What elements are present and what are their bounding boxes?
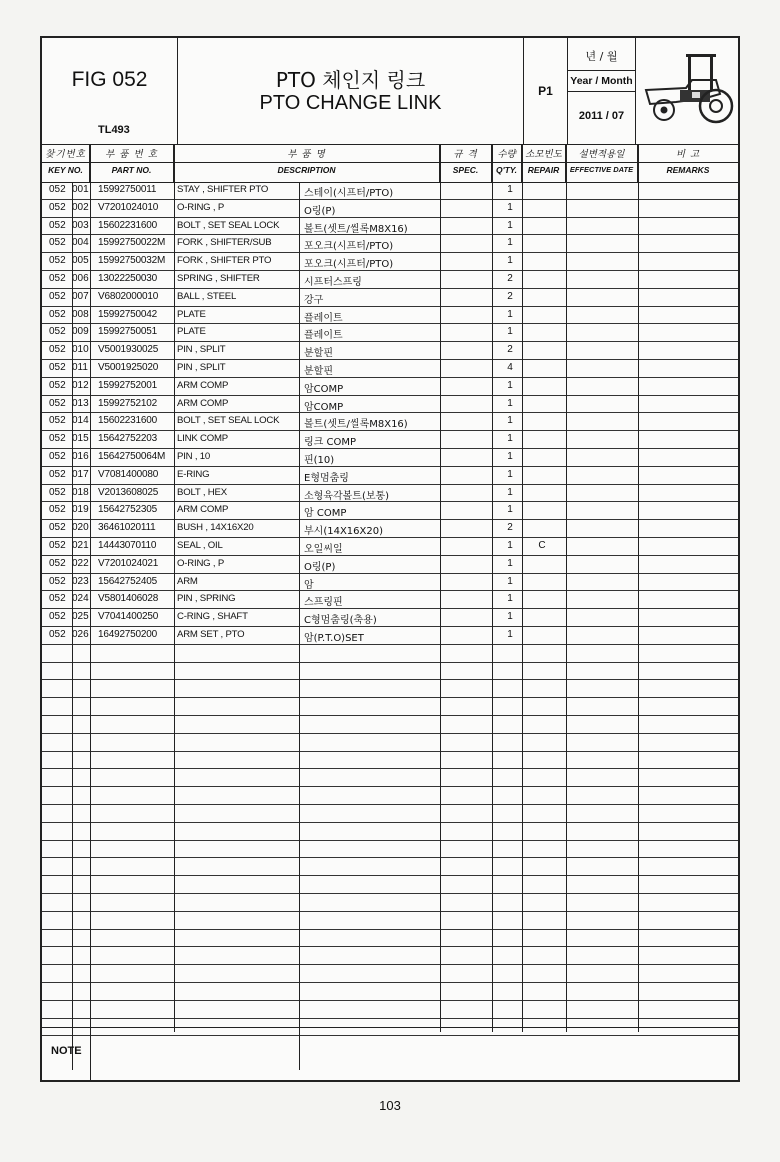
cell-qty: 1 (507, 415, 513, 427)
cell-qty: 2 (507, 290, 513, 302)
col-eff-en: EFFECTIVE DATE (569, 165, 634, 174)
cell-part: V5801406028 (98, 593, 159, 605)
cell-qty: 2 (507, 344, 513, 356)
cell-kor: E형멈춤링 (304, 472, 349, 484)
cell-kor: 링크 COMP (304, 437, 357, 449)
cell-kor: 분할핀 (304, 348, 333, 360)
cell-part: 14443070110 (98, 540, 157, 551)
year-month-korean: 년 / 월 (585, 50, 618, 63)
empty-row (42, 663, 738, 681)
parts-sheet (40, 36, 740, 1082)
cell-seq: 018 (72, 486, 89, 498)
empty-row (42, 734, 738, 752)
cell-part: 15992750022M (98, 237, 166, 249)
cell-seq: 024 (72, 593, 89, 605)
cell-part: V2013608025 (98, 486, 159, 498)
empty-row (42, 841, 738, 859)
cell-seq: 009 (72, 326, 89, 338)
col-divider (522, 144, 523, 1032)
empty-row (42, 823, 738, 841)
cell-seq: 026 (72, 629, 89, 640)
empty-row (42, 983, 738, 1001)
cell-kor: 플레이트 (304, 312, 343, 324)
col-spec-kr: 규 격 (453, 149, 478, 160)
col-divider (72, 182, 73, 1070)
col-repair-kr: 소모빈도 (525, 149, 562, 160)
cell-key: 052 (49, 255, 66, 267)
note-section (42, 1027, 738, 1080)
cell-seq: 012 (72, 379, 89, 391)
col-part-kr: 부 품 번 호 (105, 149, 158, 160)
cell-key: 052 (49, 504, 66, 516)
cell-desc: O-RING , P (177, 201, 225, 213)
table-row (42, 627, 738, 645)
cell-desc: PIN , 10 (177, 451, 211, 462)
title-korean: PTO 체인지 링크 (275, 68, 426, 92)
table-row (42, 449, 738, 467)
cell-key: 052 (49, 433, 66, 445)
cell-seq: 001 (72, 184, 89, 195)
cell-seq: 005 (72, 255, 89, 267)
col-desc-kr: 부 품 명 (287, 149, 326, 160)
cell-key: 052 (49, 593, 66, 605)
cell-seq: 015 (72, 433, 89, 445)
cell-seq: 022 (72, 557, 89, 569)
col-qty-en: Q'TY. (495, 165, 518, 175)
table-row (42, 235, 738, 253)
cell-desc: BUSH , 14X16X20 (177, 522, 254, 534)
cell-part: 15992752102 (98, 397, 157, 409)
cell-part: 15642752203 (98, 433, 157, 445)
cell-qty: 1 (507, 468, 513, 480)
cell-kor: 암COMP (304, 401, 344, 413)
cell-kor: 플레이트 (304, 330, 343, 342)
empty-row (42, 716, 738, 734)
cell-key: 052 (49, 237, 66, 249)
cell-kor: 암COMP (304, 383, 344, 395)
col-desc-en: DESCRIPTION (277, 165, 336, 175)
title-english: PTO CHANGE LINK (259, 92, 442, 114)
empty-row (42, 894, 738, 912)
empty-row (42, 1001, 738, 1019)
cell-seq: 011 (72, 362, 88, 373)
col-divider (90, 144, 91, 1082)
cell-key: 052 (49, 415, 66, 427)
cell-key: 052 (49, 201, 66, 213)
cell-seq: 013 (72, 397, 89, 409)
cell-repair: C (538, 540, 546, 551)
cell-desc: E-RING (177, 468, 210, 480)
cell-kor: 스프링핀 (304, 597, 343, 609)
cell-qty: 2 (507, 273, 513, 284)
tractor-icon (636, 38, 736, 142)
cell-qty: 4 (507, 362, 513, 373)
cell-key: 052 (49, 326, 66, 338)
col-part-en: PART NO. (111, 165, 152, 175)
page-number: 103 (379, 1098, 401, 1113)
cell-part: 15992750051 (98, 326, 157, 338)
cell-part: V7081400080 (98, 468, 159, 480)
cell-seq: 016 (72, 451, 89, 462)
cell-part: 15992752001 (98, 379, 157, 391)
cell-key: 052 (49, 184, 66, 195)
table-row (42, 485, 738, 503)
cell-qty: 1 (507, 486, 513, 498)
empty-row (42, 787, 738, 805)
cell-qty: 1 (507, 433, 513, 445)
figure-cell (42, 38, 178, 144)
table-row (42, 289, 738, 307)
sheet-header (42, 38, 738, 145)
cell-desc: LINK COMP (177, 433, 228, 445)
col-rem-en: REMARKS (666, 165, 710, 175)
col-key-kr: 찾기번호 (45, 149, 86, 160)
cell-key: 052 (49, 611, 66, 623)
cell-kor: 볼트(셋트/씰록M8X16) (304, 419, 408, 431)
table-row (42, 360, 738, 378)
cell-desc: STAY , SHIFTER PTO (177, 184, 269, 195)
cell-qty: 1 (507, 219, 513, 231)
col-repair (522, 144, 566, 182)
cell-desc: BALL , STEEL (177, 290, 237, 302)
empty-row (42, 965, 738, 983)
cell-desc: FORK , SHIFTER PTO (177, 255, 272, 267)
cell-qty: 1 (507, 308, 513, 320)
figure-number: FIG 052 (71, 68, 148, 91)
cell-qty: 1 (507, 629, 513, 640)
cell-kor: 핀(10) (304, 455, 335, 466)
cell-kor: 강구 (304, 294, 324, 306)
cell-desc: C-RING , SHAFT (177, 611, 248, 623)
cell-seq: 004 (72, 237, 89, 249)
col-key (42, 144, 90, 182)
cell-qty: 1 (507, 611, 513, 623)
table-row (42, 271, 738, 289)
cell-desc: ARM COMP (177, 397, 229, 409)
cell-desc: ARM COMP (177, 379, 229, 391)
cell-qty: 1 (507, 593, 513, 605)
table-row (42, 591, 738, 609)
title-cell (178, 38, 524, 144)
cell-desc: O-RING , P (177, 557, 225, 569)
empty-row (42, 858, 738, 876)
cell-part: V5001925020 (98, 362, 159, 373)
col-effective-date (566, 144, 638, 182)
table-row (42, 253, 738, 271)
cell-seq: 002 (72, 201, 89, 213)
cell-seq: 010 (72, 344, 89, 356)
cell-part: 15992750042 (98, 308, 157, 320)
cell-qty: 1 (507, 575, 513, 587)
cell-key: 052 (49, 362, 66, 373)
empty-row (42, 680, 738, 698)
table-row (42, 307, 738, 325)
cell-qty: 1 (507, 237, 513, 249)
cell-qty: 1 (507, 255, 513, 267)
cell-desc: BOLT , SET SEAL LOCK (177, 219, 280, 231)
col-divider (638, 144, 639, 1032)
cell-desc: SEAL , OIL (177, 540, 223, 551)
empty-row (42, 876, 738, 894)
empty-row (42, 752, 738, 770)
cell-part: 15602231600 (98, 415, 157, 427)
cell-desc: PIN , SPLIT (177, 362, 226, 373)
cell-seq: 019 (72, 504, 89, 516)
table-row (42, 538, 738, 556)
empty-row (42, 947, 738, 965)
cell-key: 052 (49, 540, 66, 551)
cell-kor: 스테이(시프터/PTO) (304, 188, 394, 199)
cell-part: V5001930025 (98, 344, 159, 356)
cell-key: 052 (49, 308, 66, 320)
cell-key: 052 (49, 290, 66, 302)
empty-row (42, 805, 738, 823)
col-divider (440, 144, 441, 1032)
cell-desc: PIN , SPLIT (177, 344, 226, 356)
cell-desc: FORK , SHIFTER/SUB (177, 237, 272, 249)
table-row (42, 342, 738, 360)
cell-part: V6802000010 (98, 290, 159, 302)
cell-desc: PIN , SPRING (177, 593, 236, 605)
cell-seq: 021 (72, 540, 89, 551)
col-rem-kr: 비 고 (675, 149, 701, 160)
cell-seq: 025 (72, 611, 89, 623)
cell-part: 15992750011 (98, 184, 157, 195)
cell-part: 15602231600 (98, 219, 157, 231)
cell-seq: 006 (72, 273, 89, 284)
cell-kor: 오일씨일 (304, 544, 343, 555)
cell-part: 36461020111 (98, 522, 156, 534)
cell-kor: O링(P) (304, 561, 336, 573)
cell-desc: PLATE (177, 326, 206, 338)
cell-qty: 1 (507, 379, 513, 391)
cell-kor: O링(P) (304, 205, 336, 217)
cell-kor: 분할핀 (304, 366, 333, 377)
cell-key: 052 (49, 219, 66, 231)
cell-key: 052 (49, 451, 66, 462)
cell-part: V7201024021 (98, 557, 159, 569)
model-code: TL493 (98, 124, 130, 136)
cell-kor: 포오크(시프터/PTO) (304, 259, 394, 271)
table-row (42, 520, 738, 538)
cell-part: V7201024010 (98, 201, 159, 213)
cell-kor: C형멈춤링(축용) (304, 615, 377, 627)
cell-desc: SPRING , SHIFTER (177, 273, 260, 284)
cell-qty: 1 (507, 451, 513, 462)
cell-desc: BOLT , SET SEAL LOCK (177, 415, 280, 427)
table-row (42, 396, 738, 414)
col-divider (566, 144, 567, 1032)
cell-part: 15642752405 (98, 575, 157, 587)
logo-cell (636, 38, 738, 144)
table-row (42, 502, 738, 520)
cell-desc: ARM (177, 575, 198, 587)
cell-kor: 시프터스프링 (304, 277, 362, 288)
cell-key: 052 (49, 273, 66, 284)
table-row (42, 378, 738, 396)
table-row (42, 200, 738, 218)
empty-row (42, 912, 738, 930)
cell-key: 052 (49, 468, 66, 480)
cell-key: 052 (49, 557, 66, 569)
cell-kor: 암(P.T.O)SET (304, 633, 364, 644)
table-row (42, 218, 738, 236)
column-headers (42, 144, 738, 183)
cell-part: V7041400250 (98, 611, 159, 623)
cell-qty: 1 (507, 397, 513, 409)
empty-row (42, 769, 738, 787)
cell-part: 15642750064M (98, 451, 166, 462)
cell-kor: 포오크(시프터/PTO) (304, 241, 394, 253)
cell-key: 052 (49, 522, 66, 534)
cell-part: 15642752305 (98, 504, 157, 516)
table-row (42, 431, 738, 449)
col-spec-en: SPEC. (452, 165, 479, 175)
table-row (42, 324, 738, 342)
cell-qty: 1 (507, 184, 513, 195)
page-cell (524, 38, 568, 144)
cell-kor: 볼트(셋트/씰록M8X16) (304, 223, 408, 235)
year-month-cell (568, 38, 636, 144)
cell-seq: 023 (72, 575, 89, 587)
col-divider (299, 182, 300, 1070)
col-key-en: KEY NO. (48, 165, 83, 175)
cell-seq: 008 (72, 308, 89, 320)
col-qty-kr: 수량 (497, 149, 516, 160)
table-row (42, 182, 738, 200)
cell-desc: ARM SET , PTO (177, 629, 245, 640)
cell-seq: 017 (72, 468, 89, 480)
cell-qty: 1 (507, 504, 513, 516)
table-row (42, 413, 738, 431)
cell-key: 052 (49, 397, 66, 409)
cell-qty: 1 (507, 201, 513, 213)
cell-seq: 020 (72, 522, 89, 534)
note-label: NOTE (51, 1045, 82, 1057)
cell-key: 052 (49, 575, 66, 587)
year-month-english: Year / Month (568, 70, 635, 92)
col-qty (492, 144, 522, 182)
table-row (42, 467, 738, 485)
cell-kor: 암 (304, 579, 314, 591)
cell-key: 052 (49, 379, 66, 391)
cell-seq: 014 (72, 415, 89, 427)
cell-qty: 1 (507, 540, 513, 551)
cell-qty: 1 (507, 326, 513, 338)
empty-row (42, 698, 738, 716)
cell-kor: 암 COMP (304, 508, 347, 520)
cell-part: 16492750200 (98, 629, 157, 640)
cell-desc: ARM COMP (177, 504, 229, 516)
cell-kor: 소형육각볼트(보통) (304, 490, 390, 502)
col-divider (174, 144, 175, 1032)
col-remarks (638, 144, 738, 182)
page-code: P1 (538, 84, 553, 98)
cell-qty: 1 (507, 557, 513, 569)
col-spec (440, 144, 492, 182)
cell-seq: 003 (72, 219, 89, 231)
cell-seq: 007 (72, 290, 89, 302)
year-month-value: 2011 / 07 (578, 110, 625, 122)
col-eff-kr: 설변적용일 (578, 149, 625, 160)
cell-qty: 2 (507, 522, 513, 534)
cell-key: 052 (49, 486, 66, 498)
col-divider (492, 144, 493, 1032)
table-row (42, 609, 738, 627)
col-description (174, 144, 440, 182)
col-part (90, 144, 174, 182)
col-repair-en: REPAIR (527, 165, 560, 175)
cell-desc: PLATE (177, 308, 206, 320)
empty-row (42, 645, 738, 663)
table-row (42, 556, 738, 574)
cell-part: 15992750032M (98, 255, 166, 267)
table-row (42, 574, 738, 592)
empty-row (42, 930, 738, 948)
cell-part: 13022250030 (98, 273, 157, 284)
cell-desc: BOLT , HEX (177, 486, 227, 498)
cell-key: 052 (49, 629, 66, 640)
cell-kor: 부시(14X16X20) (304, 526, 383, 538)
cell-key: 052 (49, 344, 66, 356)
